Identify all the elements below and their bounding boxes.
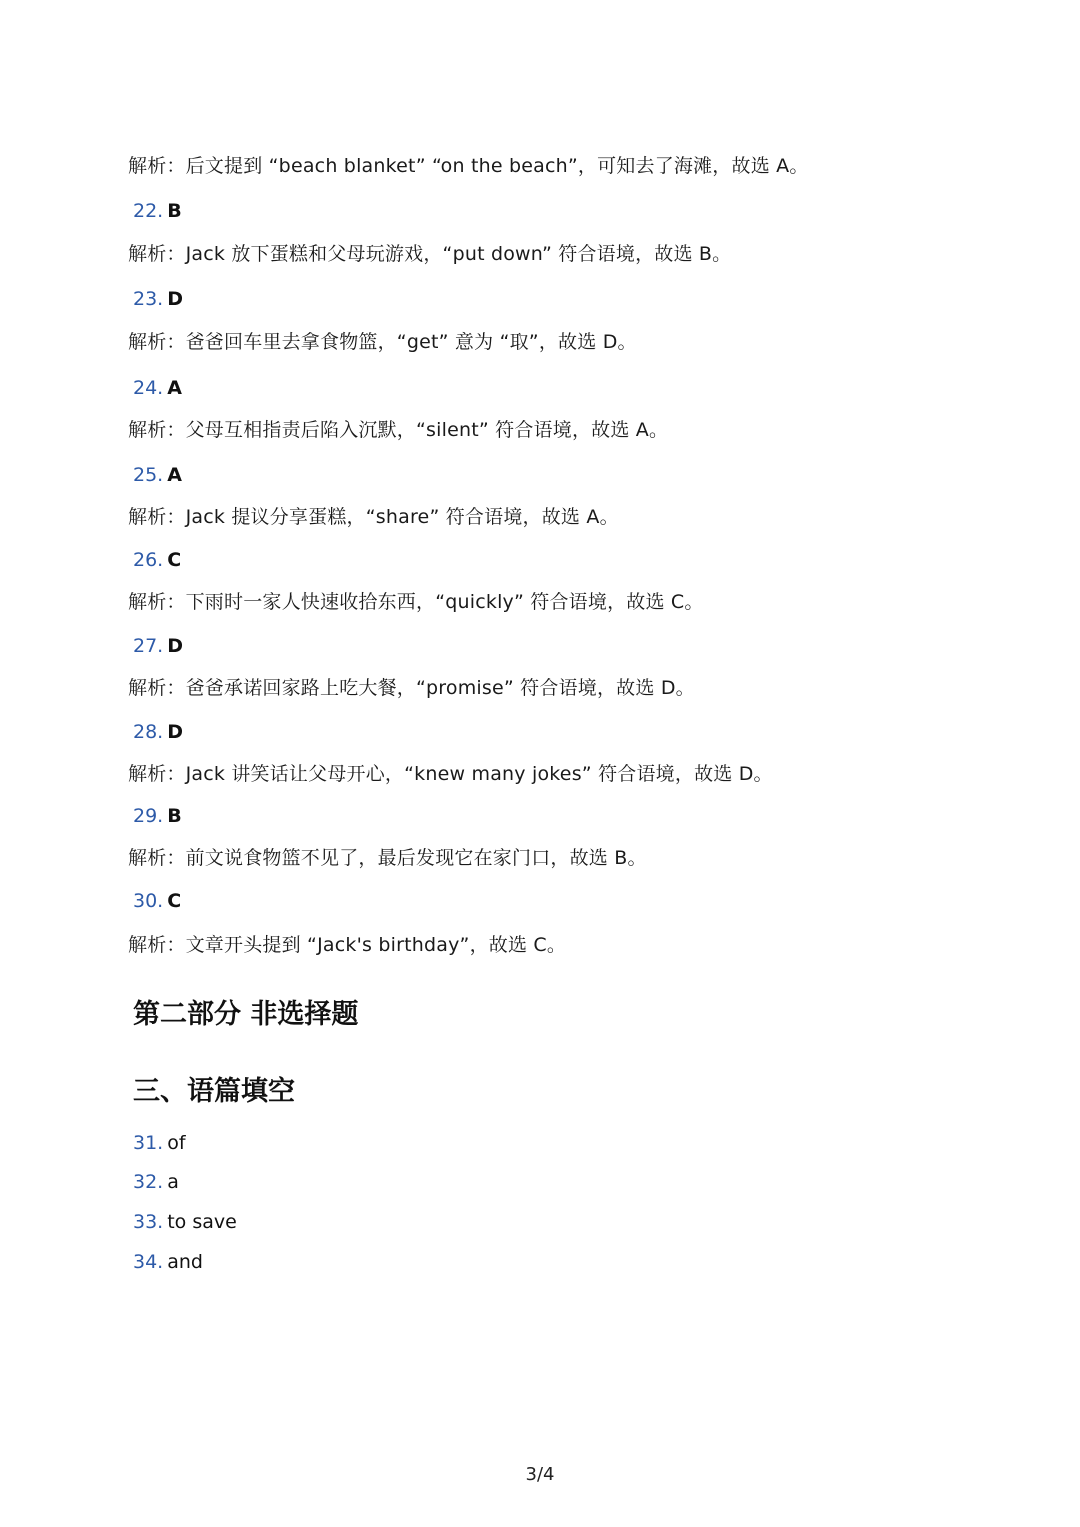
question-answer: C bbox=[167, 549, 182, 571]
question-number: 27. bbox=[133, 635, 164, 657]
question-answer: and bbox=[167, 1251, 203, 1273]
explanation-30: 解析：文章开头提到 “Jack's birthday”，故选 C。 bbox=[128, 934, 567, 956]
explanation-22: 解析：Jack 放下蛋糕和父母玩游戏，“put down” 符合语境，故选 B。 bbox=[128, 243, 732, 265]
answer-item-27 bbox=[133, 634, 183, 658]
fill-item-32 bbox=[133, 1170, 179, 1194]
section-heading-three: 三、语篇填空 bbox=[133, 1076, 295, 1107]
question-number: 34. bbox=[133, 1251, 164, 1273]
explanation-25: 解析：Jack 提议分享蛋糕，“share” 符合语境，故选 A。 bbox=[128, 506, 619, 528]
explanation-21: 解析：后文提到 “beach blanket” “on the beach”，可知去了海滩，故选 A。 bbox=[128, 155, 809, 177]
question-number: 31. bbox=[133, 1132, 164, 1154]
explanation-28: 解析：Jack 讲笑话让父母开心，“knew many jokes” 符合语境，故选 D。 bbox=[128, 763, 773, 785]
question-number: 33. bbox=[133, 1211, 164, 1233]
answer-item-24 bbox=[133, 376, 182, 400]
question-number: 32. bbox=[133, 1171, 164, 1193]
answer-item-26 bbox=[133, 548, 181, 572]
question-answer: A bbox=[167, 377, 182, 399]
question-number: 24. bbox=[133, 377, 164, 399]
question-answer: B bbox=[167, 805, 182, 827]
explanation-26: 解析：下雨时一家人快速收拾东西，“quickly” 符合语境，故选 C。 bbox=[128, 591, 704, 613]
explanation-24: 解析：父母互相指责后陷入沉默，“silent” 符合语境，故选 A。 bbox=[128, 419, 669, 441]
explanation-27: 解析：爸爸承诺回家路上吃大餐，“promise” 符合语境，故选 D。 bbox=[128, 677, 695, 699]
question-number: 30. bbox=[133, 890, 164, 912]
question-answer: C bbox=[167, 890, 182, 912]
question-answer: D bbox=[167, 721, 183, 743]
section-heading-part2: 第二部分 非选择题 bbox=[133, 999, 359, 1030]
answer-item-23 bbox=[133, 287, 183, 311]
question-answer: to save bbox=[167, 1211, 237, 1233]
explanation-23: 解析：爸爸回车里去拿食物篮，“get” 意为 “取”，故选 D。 bbox=[128, 331, 637, 353]
question-answer: D bbox=[167, 635, 183, 657]
question-answer: of bbox=[167, 1132, 186, 1154]
question-number: 28. bbox=[133, 721, 164, 743]
explanation-29: 解析：前文说食物篮不见了，最后发现它在家门口，故选 B。 bbox=[128, 847, 647, 869]
question-number: 26. bbox=[133, 549, 164, 571]
answer-item-25 bbox=[133, 463, 182, 487]
page-number: 3/4 bbox=[525, 1464, 555, 1485]
question-answer: D bbox=[167, 288, 183, 310]
question-number: 23. bbox=[133, 288, 164, 310]
fill-item-33 bbox=[133, 1210, 237, 1234]
question-answer: a bbox=[167, 1171, 179, 1193]
question-number: 29. bbox=[133, 805, 164, 827]
question-number: 22. bbox=[133, 200, 164, 222]
question-answer: B bbox=[167, 200, 182, 222]
answer-item-28 bbox=[133, 720, 183, 744]
question-number: 25. bbox=[133, 464, 164, 486]
answer-item-29 bbox=[133, 804, 182, 828]
fill-item-31 bbox=[133, 1131, 186, 1155]
fill-item-34 bbox=[133, 1250, 203, 1274]
question-answer: A bbox=[167, 464, 182, 486]
answer-item-22 bbox=[133, 199, 182, 223]
answer-item-30 bbox=[133, 889, 181, 913]
